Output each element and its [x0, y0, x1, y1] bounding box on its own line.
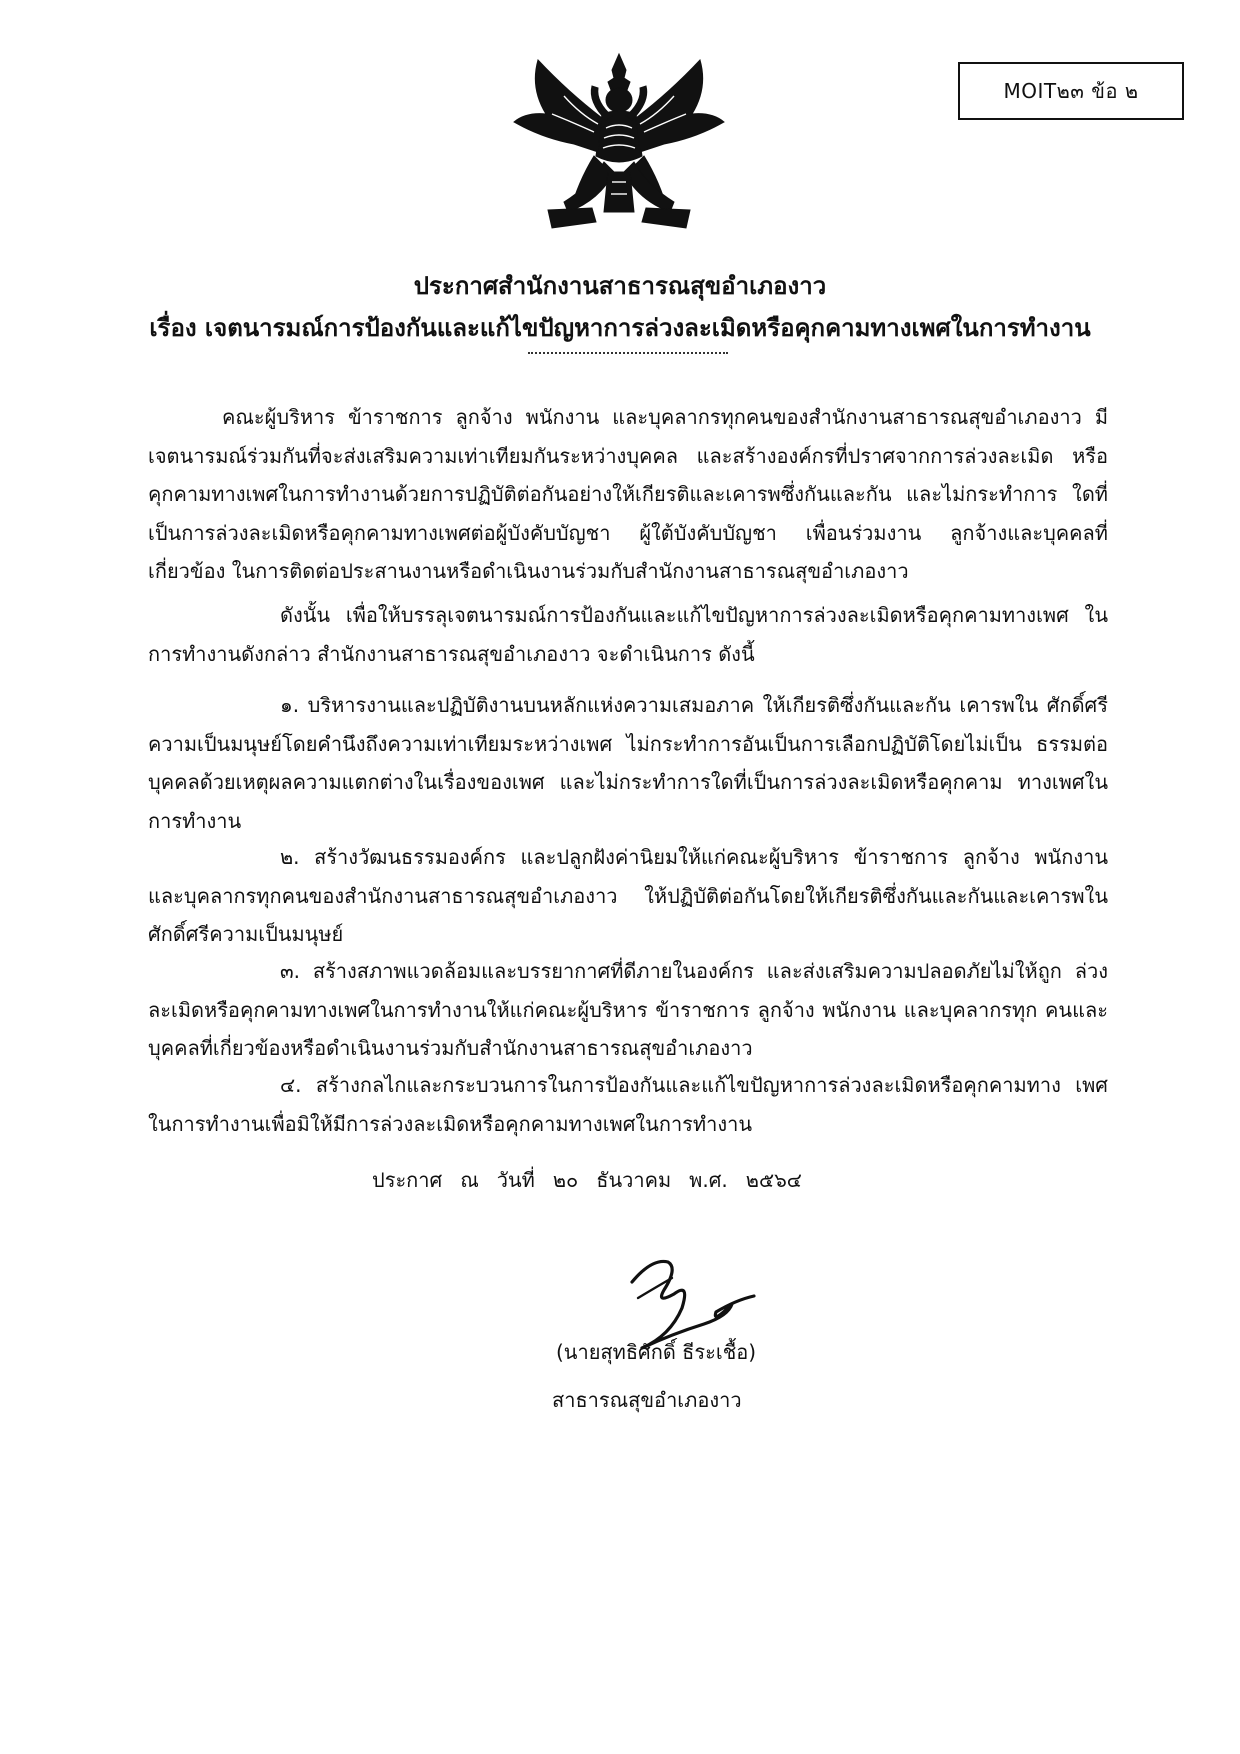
paragraph-therefore [148, 596, 1108, 673]
announce-day-label: วันที่ [496, 1168, 535, 1192]
paragraph-intro [148, 398, 1108, 591]
signer-position: สาธารณสุขอำเภองาว [552, 1388, 742, 1412]
list-item-2 [148, 838, 1108, 954]
list-item-4-text: ๔. สร้างกลไกและกระบวนการในการป้องกันและแก้ไขปัญหาการล่วงละเมิดหรือคุกคามทาง เพศในการทำงานเพื่อมิให้มีการล่วงละเมิดหรือคุกคามทางเพศในการทำงาน [148, 1073, 1108, 1136]
announcement-title: ประกาศสำนักงานสาธารณสุขอำเภองาว [413, 272, 827, 300]
list-item-3-text: ๓. สร้างสภาพแวดล้อมและบรรยากาศที่ดีภายในองค์กร และส่งเสริมความปลอดภัยไม่ให้ถูก ล่วงละเมิดหรือคุกคามทางเพศในการทำงานให้แก่คณะผู้บริหาร ข้าราชการ ลูกจ้าง พนักงาน และบุคลากรทุก คนและบุคคลที่เกี่ยวข้องหรือดำเนินงานร่วมกับสำนักงานสาธารณสุขอำเภองาว [148, 959, 1108, 1060]
announce-prefix: ประกาศ [372, 1168, 443, 1192]
list-item-3 [148, 952, 1108, 1068]
announce-era: พ.ศ. [689, 1168, 728, 1192]
announce-day: ๒๐ [552, 1168, 579, 1192]
announcement-subject: เรื่อง เจตนารมณ์การป้องกันและแก้ไขปัญหาการล่วงละเมิดหรือคุกคามทางเพศในการทำงาน [149, 314, 1091, 342]
list-item-4 [148, 1066, 1108, 1143]
title-divider [528, 352, 728, 354]
announce-at: ณ [460, 1168, 479, 1192]
garuda-emblem-icon [508, 52, 730, 230]
reference-code: MOIT๒๓ ข้อ ๒ [1003, 79, 1139, 103]
announcement-date-line [372, 1164, 820, 1196]
signer-name: (นายสุทธิศักดิ์ ธีระเชื้อ) [556, 1340, 757, 1364]
list-item-1 [148, 686, 1108, 840]
list-item-2-text: ๒. สร้างวัฒนธรรมองค์กร และปลูกฝังค่านิยมให้แก่คณะผู้บริหาร ข้าราชการ ลูกจ้าง พนักงาน และบุคลากรทุกคนของสำนักงานสาธารณสุขอำเภองาว ให้ปฏิบัติต่อกันโดยให้เกียรติซึ่งกันและกันและเคารพใน ศักดิ์ศรีความเป็นมนุษย์ [148, 845, 1108, 946]
reference-code-box [958, 62, 1184, 120]
list-item-1-text: ๑. บริหารงานและปฏิบัติงานบนหลักแห่งความเสมอภาค ให้เกียรติซึ่งกันและกัน เคารพใน ศักดิ์ศรีความเป็นมนุษย์โดยคำนึงถึงความเท่าเทียมระหว่างเพศ ไม่กระทำการอันเป็นการเลือกปฏิบัติโดยไม่เป็น ธรรมต่อบุคคลด้วยเหตุผลความแตกต่างในเรื่องของเพศ และไม่กระทำการใดที่เป็นการล่วงละเมิดหรือคุกคาม ทางเพศในการทำงาน [148, 693, 1108, 833]
announce-year: ๒๕๖๔ [745, 1168, 802, 1192]
announce-month: ธันวาคม [596, 1168, 672, 1192]
paragraph-therefore-text: ดังนั้น เพื่อให้บรรลุเจตนารมณ์การป้องกันและแก้ไขปัญหาการล่วงละเมิดหรือคุกคามทางเพศ ในการทำงานดังกล่าว สำนักงานสาธารณสุขอำเภองาว จะดำเนินการ ดังนี้ [148, 603, 1108, 666]
paragraph-intro-text: คณะผู้บริหาร ข้าราชการ ลูกจ้าง พนักงาน และบุคลากรทุกคนของสำนักงานสาธารณสุขอำเภองาว มีเจตนารมณ์ร่วมกันที่จะส่งเสริมความเท่าเทียมกันระหว่างบุคคล และสร้างองค์กรที่ปราศจากการล่วงละเมิด หรือคุกคามทางเพศในการทำงานด้วยการปฏิบัติต่อกันอย่างให้เกียรติและเคารพซึ่งกันและกัน และไม่กระทำการ ใดที่เป็นการล่วงละเมิดหรือคุกคามทางเพศต่อผู้บังคับบัญชา ผู้ใต้บังคับบัญชา เพื่อนร่วมงาน ลูกจ้างและบุคคลที่ เกี่ยวข้อง ในการติดต่อประสานงานหรือดำเนินงานร่วมกับสำนักงานสาธารณสุขอำเภองาว [148, 405, 1108, 583]
